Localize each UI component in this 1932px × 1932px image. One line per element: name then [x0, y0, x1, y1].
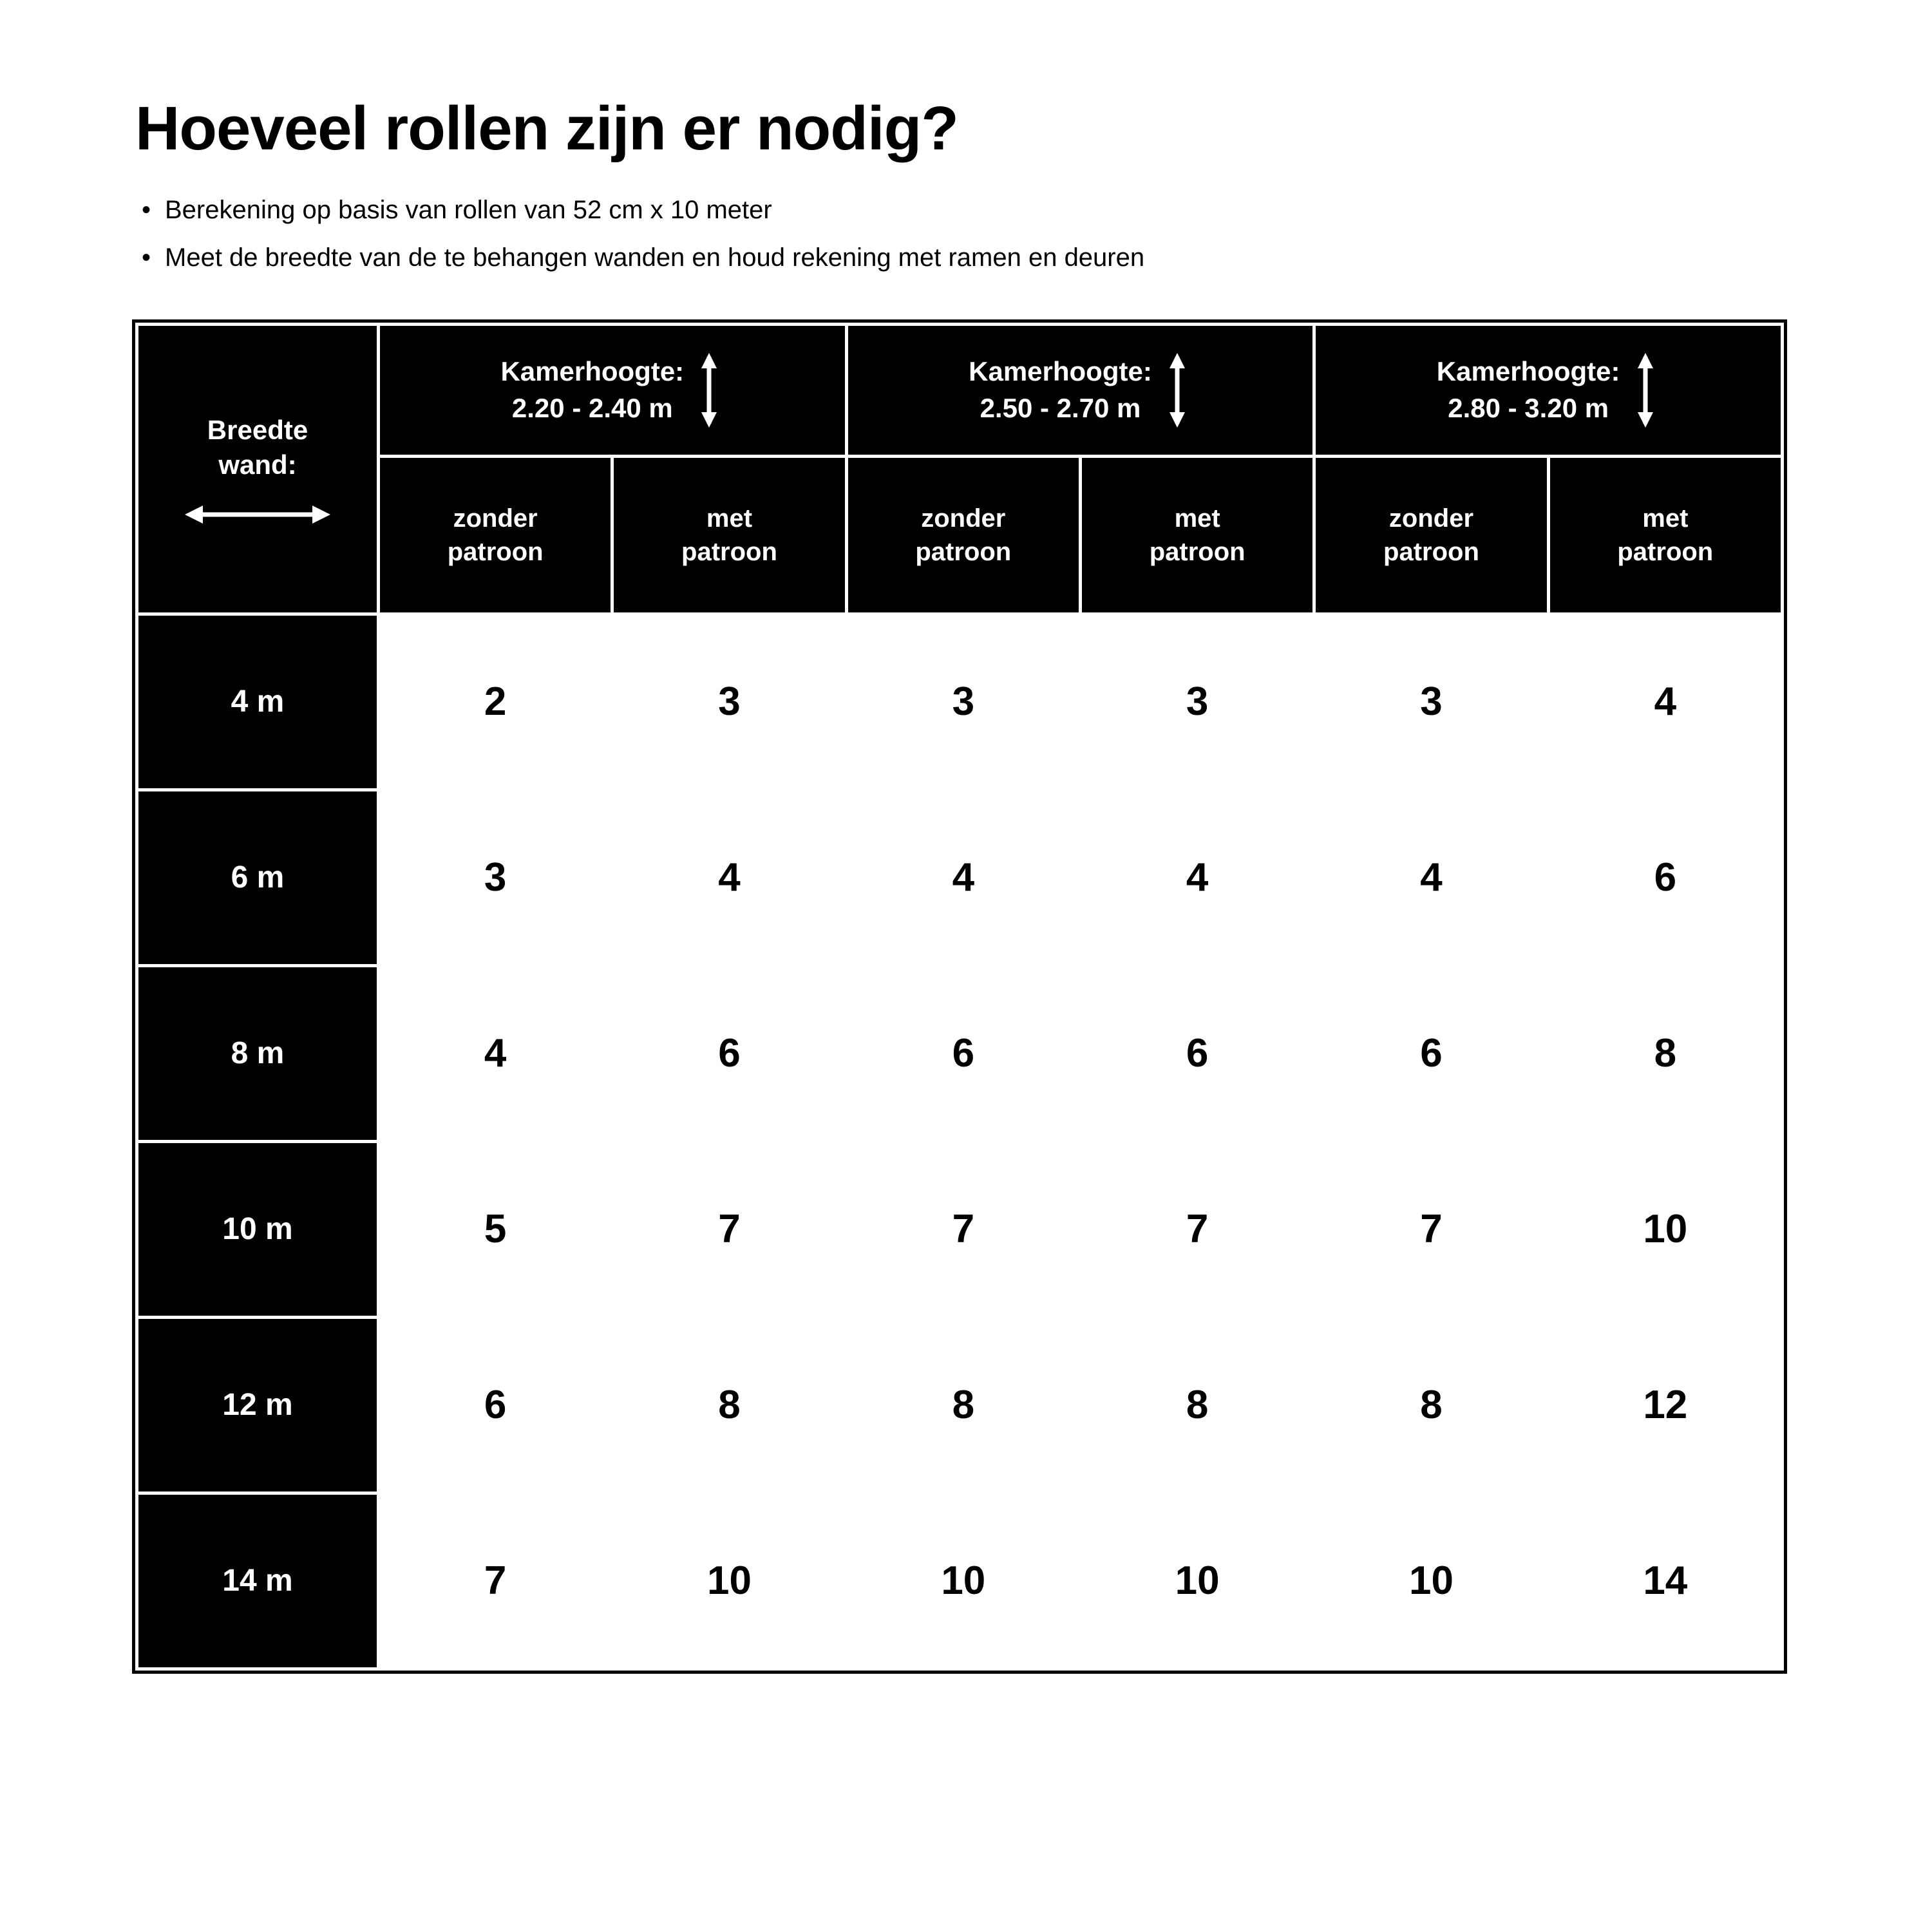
cell-10m-c4: 7 — [1080, 1141, 1314, 1317]
cell-4m-c5: 3 — [1314, 614, 1548, 790]
subheader-3-zonder-patroon — [846, 456, 1080, 614]
cell-12m-c4: 8 — [1080, 1317, 1314, 1493]
subheader-4-line2: patroon — [1149, 537, 1245, 566]
cell-6m-c5: 4 — [1314, 790, 1548, 965]
group-header-1-line1: Kamerhoogte: — [500, 356, 685, 387]
subheader-6-met-patroon — [1548, 456, 1782, 614]
group-header-1-line2: 2.20 - 2.40 m — [511, 392, 673, 423]
cell-6m-c1: 3 — [379, 790, 612, 965]
cell-6m-c4: 4 — [1080, 790, 1314, 965]
table-row — [137, 790, 1783, 965]
cell-8m-c2: 6 — [612, 965, 846, 1141]
subheader-1-zonder-patroon — [379, 456, 612, 614]
bullet-list — [135, 190, 1803, 278]
cell-6m-c3: 4 — [846, 790, 1080, 965]
row-label-6m: 6 m — [137, 790, 379, 965]
table-group-header-row — [137, 324, 1783, 456]
cell-10m-c6: 10 — [1548, 1141, 1782, 1317]
cell-8m-c3: 6 — [846, 965, 1080, 1141]
row-label-4m: 4 m — [137, 614, 379, 790]
group-header-2-line1: Kamerhoogte: — [969, 356, 1152, 387]
cell-4m-c4: 3 — [1080, 614, 1314, 790]
cell-14m-c2: 10 — [612, 1493, 846, 1669]
table-row — [137, 614, 1783, 790]
group-header-3-line2: 2.80 - 3.20 m — [1448, 392, 1609, 423]
cell-4m-c1: 2 — [379, 614, 612, 790]
subheader-5-line2: patroon — [1383, 537, 1479, 566]
cell-4m-c2: 3 — [612, 614, 846, 790]
table-row — [137, 1317, 1783, 1493]
cell-4m-c3: 3 — [846, 614, 1080, 790]
cell-14m-c6: 14 — [1548, 1493, 1782, 1669]
cell-14m-c3: 10 — [846, 1493, 1080, 1669]
cell-4m-c6: 4 — [1548, 614, 1782, 790]
table-head — [137, 324, 1783, 614]
row-label-8m: 8 m — [137, 965, 379, 1141]
cell-10m-c2: 7 — [612, 1141, 846, 1317]
cell-10m-c5: 7 — [1314, 1141, 1548, 1317]
cell-10m-c1: 5 — [379, 1141, 612, 1317]
cell-12m-c5: 8 — [1314, 1317, 1548, 1493]
row-label-10m: 10 m — [137, 1141, 379, 1317]
subheader-4-line1: met — [1174, 504, 1220, 533]
subheader-6-line2: patroon — [1617, 537, 1714, 566]
page-title: Hoeveel rollen zijn er nodig? — [135, 94, 958, 163]
cell-14m-c5: 10 — [1314, 1493, 1548, 1669]
cell-14m-c4: 10 — [1080, 1493, 1314, 1669]
subheader-3-line2: patroon — [915, 537, 1012, 566]
rolls-table — [135, 323, 1784, 1671]
vertical-double-arrow-icon — [694, 353, 724, 428]
table-subheader-row — [137, 456, 1783, 614]
cell-8m-c6: 8 — [1548, 965, 1782, 1141]
cell-6m-c6: 6 — [1548, 790, 1782, 965]
bullet-item-1: • Berekening op basis van rollen van 52 cm x 10 meter — [135, 190, 1803, 230]
cell-6m-c2: 4 — [612, 790, 846, 965]
cell-12m-c6: 12 — [1548, 1317, 1782, 1493]
vertical-double-arrow-icon — [1631, 353, 1660, 428]
subheader-2-met-patroon — [612, 456, 846, 614]
corner-label-line1: Breedte — [207, 414, 308, 445]
vertical-double-arrow-icon — [1162, 353, 1192, 428]
group-header-1 — [379, 324, 847, 456]
cell-12m-c1: 6 — [379, 1317, 612, 1493]
cell-8m-c4: 6 — [1080, 965, 1314, 1141]
rolls-table-wrapper — [135, 323, 1784, 1671]
group-header-2-line2: 2.50 - 2.70 m — [980, 392, 1141, 423]
horizontal-double-arrow-icon — [138, 500, 377, 529]
group-header-3 — [1314, 324, 1783, 456]
cell-14m-c1: 7 — [379, 1493, 612, 1669]
group-header-3-line1: Kamerhoogte: — [1436, 356, 1620, 387]
corner-label-line2: wand: — [218, 450, 297, 480]
row-label-14m: 14 m — [137, 1493, 379, 1669]
cell-12m-c3: 8 — [846, 1317, 1080, 1493]
subheader-5-line1: zonder — [1388, 504, 1474, 533]
subheader-4-met-patroon — [1080, 456, 1314, 614]
group-header-2 — [846, 324, 1314, 456]
cell-8m-c1: 4 — [379, 965, 612, 1141]
subheader-1-line2: patroon — [447, 537, 544, 566]
table-row — [137, 1141, 1783, 1317]
subheader-1-line1: zonder — [453, 504, 538, 533]
table-row — [137, 965, 1783, 1141]
table-body — [137, 614, 1783, 1669]
cell-10m-c3: 7 — [846, 1141, 1080, 1317]
bullet-item-2: • Meet de breedte van de te behangen wanden en houd rekening met ramen en deuren — [135, 238, 1803, 278]
table-row — [137, 1493, 1783, 1669]
corner-breedte-wand — [137, 324, 379, 614]
subheader-6-line1: met — [1642, 504, 1689, 533]
cell-8m-c5: 6 — [1314, 965, 1548, 1141]
subheader-5-zonder-patroon — [1314, 456, 1548, 614]
cell-12m-c2: 8 — [612, 1317, 846, 1493]
subheader-2-line2: patroon — [681, 537, 777, 566]
subheader-3-line1: zonder — [921, 504, 1006, 533]
row-label-12m: 12 m — [137, 1317, 379, 1493]
subheader-2-line1: met — [706, 504, 753, 533]
